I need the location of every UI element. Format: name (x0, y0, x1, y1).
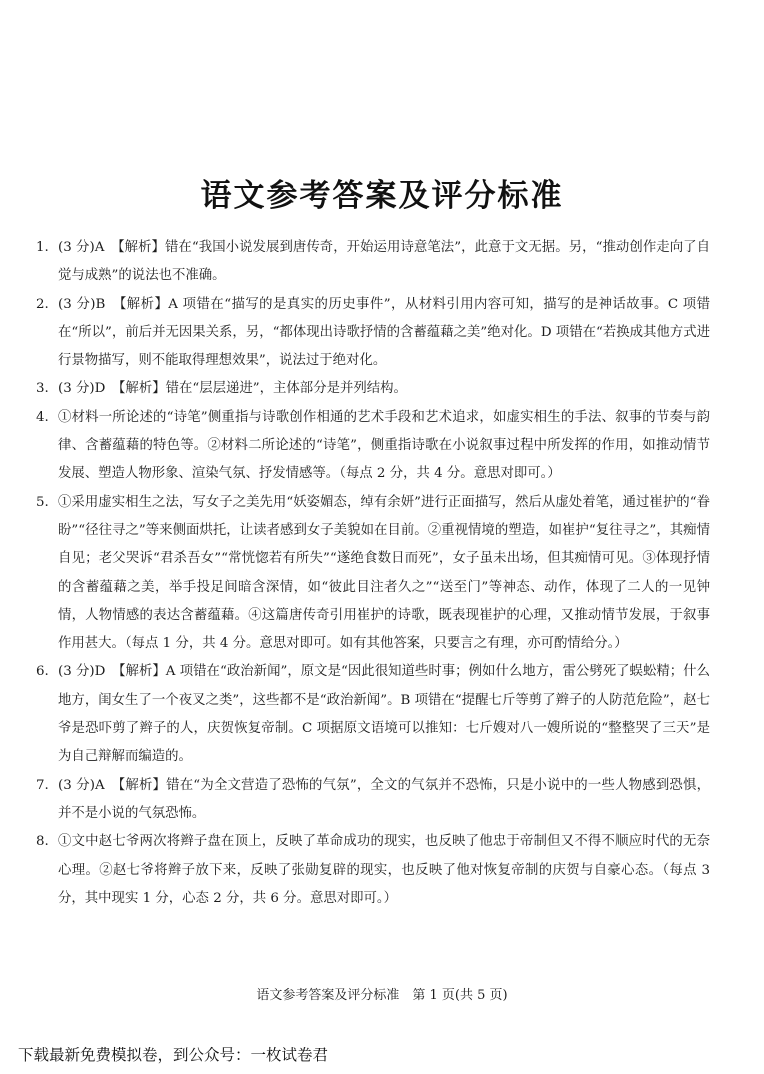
answer-item-8 (36, 828, 710, 913)
promo-text: 下载最新免费模拟卷，到公众号：一枚试卷君 (18, 1046, 329, 1064)
answer-list (36, 234, 710, 913)
answer-item-6 (36, 658, 710, 771)
item-number: 8. (36, 834, 49, 850)
answer-item-1 (36, 234, 710, 291)
item-number: 2. (36, 296, 49, 312)
item-text: (3 分)A 【解析】错在“我国小说发展到唐传奇，开始运用诗意笔法”，此意于文无据。另，“推动创作走向了自觉与成熟”的说法也不准确。 (58, 240, 710, 284)
item-number: 1. (36, 240, 49, 255)
answer-item-4 (36, 404, 710, 489)
item-text: (3 分)D 【解析】A 项错在“政治新闻”，原文是“因此很知道些时事；例如什么地方，雷公劈死了蜈蚣精；什么地方，闺女生了一个夜叉之类”，这些都不是“政治新闻”。B 项错在“提醒七斤等剪了辫子的人防范危险”，赵七爷是恐吓剪了辫子的人，庆贺恢复帝制。C 项据原文语境可以推知：七斤嫂对八一嫂所说的“整整哭了三天”是为自己辩解而编造的。 (58, 664, 710, 765)
item-number: 7. (36, 777, 49, 793)
answer-item-2 (36, 291, 710, 376)
answer-item-7 (36, 772, 710, 829)
page-title: 语文参考答案及评分标准 (200, 178, 564, 214)
item-number: 5. (36, 494, 49, 510)
item-text: ①文中赵七爷两次将辫子盘在顶上，反映了革命成功的现实，也反映了他忠于帝制但又不得不顺应时代的无奈心理。②赵七爷将辫子放下来，反映了张勋复辟的现实，也反映了他对恢复帝制的庆贺与自豪心态。（每点 3 分，其中现实 1 分，心态 2 分，共 6 分。意思对即可。） (58, 834, 710, 906)
item-text: (3 分)A 【解析】错在“为全文营造了恐怖的气氛”，全文的气氛并不恐怖，只是小说中的一些人物感到恐惧，并不是小说的气氛恐怖。 (58, 777, 710, 821)
item-text: (3 分)B 【解析】A 项错在“描写的是真实的历史事件”，从材料引用内容可知，描写的是神话故事。C 项错在“所以”，前后并无因果关系，另，“都体现出诗歌抒情的含蓄蕴藉之美”绝对化。D 项错在“若换成其他方式进行景物描写，则不能取得理想效果”，说法过于绝对化。 (58, 296, 710, 369)
item-number: 3. (36, 381, 49, 397)
answer-item-5 (36, 489, 710, 659)
item-text: (3 分)D 【解析】错在“层层递进”，主体部分是并列结构。 (58, 381, 407, 397)
answer-item-3 (36, 375, 710, 403)
item-text: ①材料一所论述的“诗笔”侧重指与诗歌创作相通的艺术手段和艺术追求，如虚实相生的手法、叙事的节奏与韵律、含蓄蕴藉的特色等。②材料二所论述的“诗笔”，侧重指诗歌在小说叙事过程中所发挥的作用，如推动情节发展、塑造人物形象、渲染气氛、抒发情感等。（每点 2 分，共 4 分。意思对即可。） (58, 409, 710, 482)
page-footer: 语文参考答案及评分标准 第 1 页(共 5 页) (256, 988, 508, 1003)
item-number: 4. (36, 409, 49, 425)
item-text: ①采用虚实相生之法，写女子之美先用“妖姿媚态，绰有余妍”进行正面描写，然后从虚处着笔，通过崔护的“眷盼”“径往寻之”等来侧面烘托，让读者感到女子美貌如在目前。②重视情境的塑造，如崔护“复往寻之”，其痴情自见；老父哭诉“君杀吾女”“常恍惚若有所失”“遂绝食数日而死”，女子虽未出场，但其痴情可见。③体现抒情的含蓄蕴藉之美，举手投足间暗含深情，如“彼此目注者久之”“送至门”等神态、动作，体现了二人的一见钟情，人物情感的表达含蓄蕴藉。④这篇唐传奇引用崔护的诗歌，既表现崔护的心理，又推动情节发展，于叙事作用甚大。（每点 1 分，共 4 分。意思对即可。如有其他答案，只要言之有理，亦可酌情给分。） (58, 494, 710, 652)
item-number: 6. (36, 664, 49, 680)
